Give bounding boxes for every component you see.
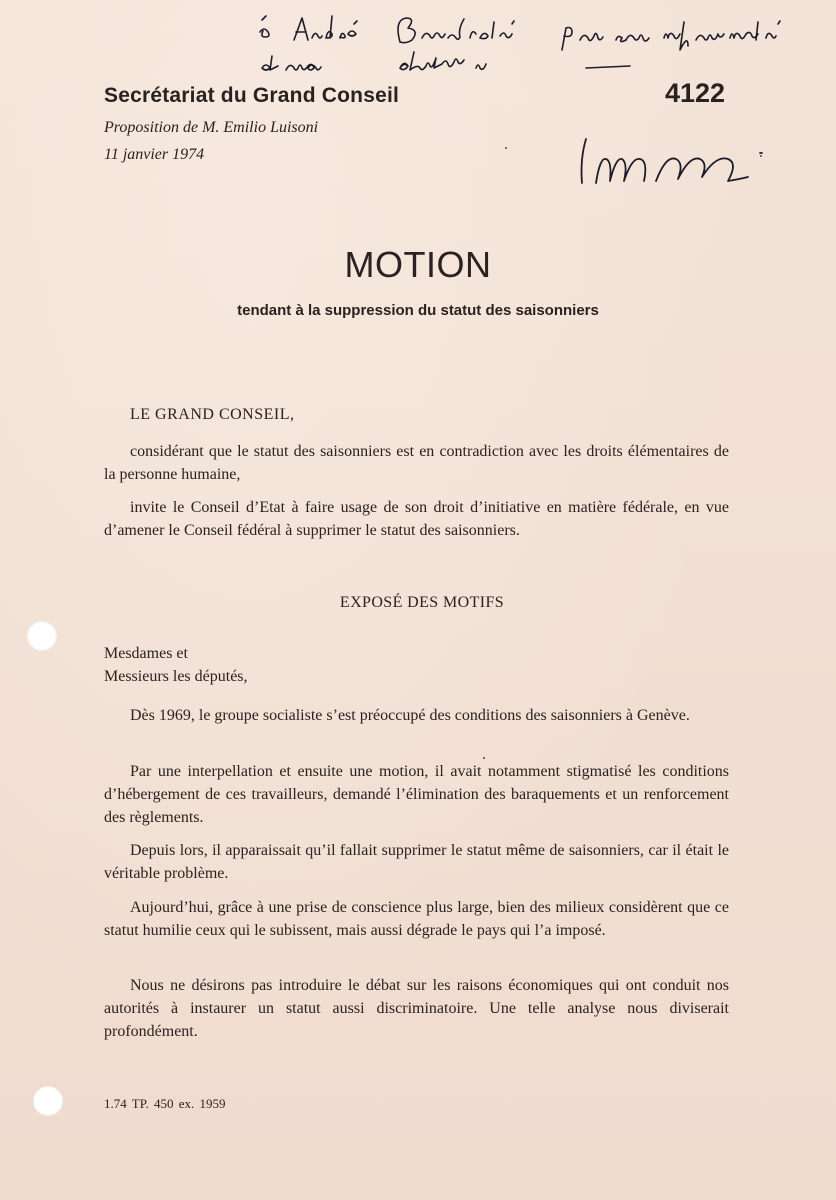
document-title: MOTION	[344, 244, 492, 285]
expose-heading: EXPOSÉ DES MOTIFS	[339, 594, 505, 611]
expose-paragraph: Par une interpellation et ensuite une motion, il avait notamment stigmatisé les conditions d’hébergement de ces travailleurs, demandé l’élimination des baraquements et un renforcement des règlements.	[104, 763, 729, 826]
handwritten-signature	[572, 135, 772, 195]
expose-paragraph: Dès 1969, le groupe socialiste s’est préoccupé des conditions des saisonniers à Genève.	[130, 707, 690, 724]
punch-hole	[27, 621, 57, 651]
motion-invite-paragraph: invite le Conseil d’Etat à faire usage de son droit d’initiative en matière fédérale, en vue d’amener le Conseil fédéral à supprimer le statut des saisonniers.	[104, 499, 729, 539]
document-number: 4122	[665, 78, 726, 108]
expose-paragraph: Aujourd’hui, grâce à une prise de conscience plus large, bien des milieux considèrent que ce statut humilie ceux qui le subissent, mais aussi dégrade le pays qui l’a imposé.	[104, 899, 729, 939]
motion-heading: LE GRAND CONSEIL,	[130, 406, 295, 423]
document-date: 11 janvier 1974	[104, 146, 205, 163]
organization-name: Secrétariat du Grand Conseil	[104, 84, 400, 107]
punch-hole	[33, 1086, 63, 1116]
motion-considerant-paragraph: considérant que le statut des saisonniers est en contradiction avec les droits élémentaires de la personne humaine,	[104, 443, 729, 483]
paper-speck	[760, 155, 762, 157]
salutation-line: Mesdames et	[104, 645, 188, 662]
expose-paragraph: Depuis lors, il apparaissait qu’il fallait supprimer le statut même de saisonniers, car il était le véritable problème.	[104, 842, 729, 882]
print-info-footer: 1.74 TP. 450 ex. 1959	[104, 1096, 226, 1111]
paper-speck	[505, 147, 507, 149]
paper-speck	[483, 757, 485, 759]
handwritten-dedication	[250, 10, 830, 80]
proposer-line: Proposition de M. Emilio Luisoni	[104, 119, 319, 136]
document-subtitle: tendant à la suppression du statut des saisonniers	[237, 302, 599, 319]
salutation-line: Messieurs les députés,	[104, 668, 248, 685]
expose-paragraph: Nous ne désirons pas introduire le débat sur les raisons économiques qui ont conduit nos autorités à instaurer un statut aussi discriminatoire. Une telle analyse nous diviserait profondément.	[104, 977, 729, 1040]
